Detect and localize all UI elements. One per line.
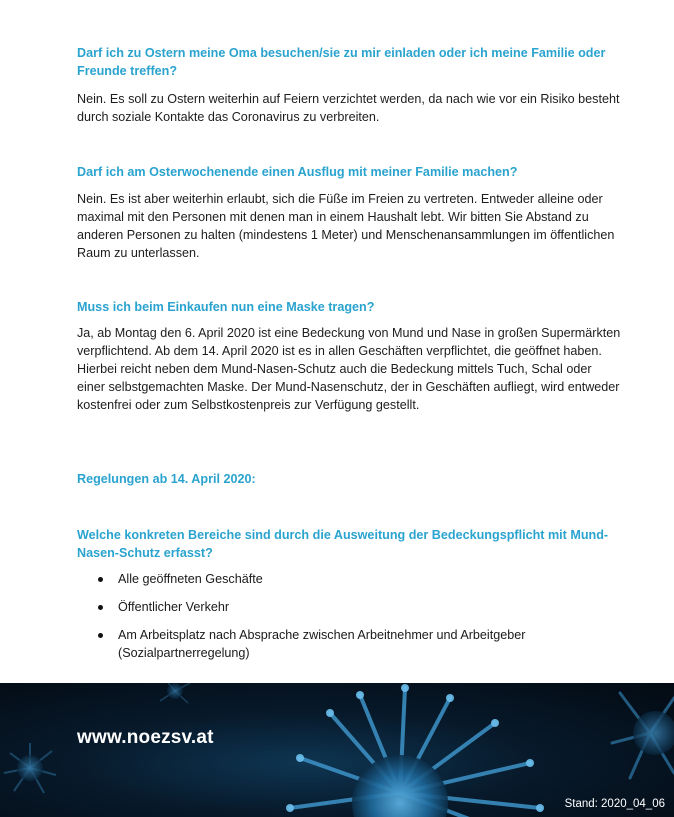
- faq-question-2: Darf ich am Osterwochenende einen Ausflug mit meiner Familie machen?: [77, 165, 518, 179]
- virus-background-illustration: [0, 683, 674, 817]
- bullet-icon: [98, 633, 103, 638]
- website-url[interactable]: www.noezsv.at: [77, 727, 214, 748]
- faq-answer-3: Ja, ab Montag den 6. April 2020 ist eine Bedeckung von Mund und Nase in großen Supermärkten verpflichtend. Ab dem 14. April 2020 ist es in allen Geschäften verpflichtet, die geöffnet haben. Hierbei reicht neben dem Mund-Nasen-Schutz auch die Bedeckung mittels Tuch, Schal oder einer selbstgemachten Maske. Der Mund-Nasenschutz, der in Geschäften aufliegt, wird entweder kostenfrei oder zum Selbstkostenpreis zur Verfügung gestellt.: [77, 326, 621, 412]
- faq-question-1: Darf ich zu Ostern meine Oma besuchen/sie zu mir einladen oder ich meine Familie oder Freunde treffen?: [77, 46, 606, 78]
- faq-answer-2: Nein. Es ist aber weiterhin erlaubt, sich die Füße im Freien zu vertreten. Entweder alleine oder maximal mit den Personen mit denen man in einem Haushalt lebt. Wir bitten Sie Abstand zu anderen Personen zu halten (mindestens 1 Meter) und Menschenansammlungen im öffentlichen Raum zu unterlassen.: [77, 192, 615, 260]
- faq-question-3: Muss ich beim Einkaufen nun eine Maske tragen?: [77, 300, 375, 314]
- scope-bullet-list: [77, 570, 597, 672]
- bullet-icon: [98, 577, 103, 582]
- list-item: Alle geöffneten Geschäfte: [77, 570, 597, 588]
- list-item: Öffentlicher Verkehr: [77, 598, 597, 616]
- faq-answer-1: Nein. Es soll zu Ostern weiterhin auf Feiern verzichtet werden, da nach wie vor ein Risiko besteht durch soziale Kontakte das Coronavirus zu verbreiten.: [77, 92, 620, 124]
- footer-banner: [0, 683, 674, 817]
- scope-question: Welche konkreten Bereiche sind durch die Ausweitung der Bedeckungspflicht mit Mund-Nasen-Schutz erfasst?: [77, 528, 609, 560]
- list-item: Am Arbeitsplatz nach Absprache zwischen Arbeitnehmer und Arbeitgeber (Sozialpartnerregelung): [77, 626, 597, 662]
- regulations-heading: Regelungen ab 14. April 2020:: [77, 472, 256, 486]
- bullet-icon: [98, 605, 103, 610]
- version-date: Stand: 2020_04_06: [564, 798, 665, 810]
